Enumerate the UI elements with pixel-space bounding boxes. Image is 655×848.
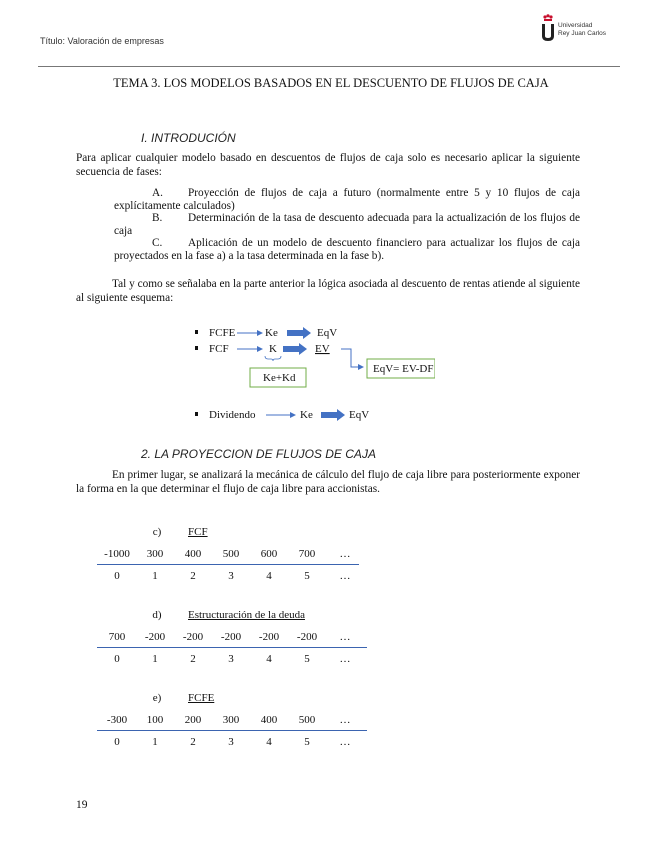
section-heading-projection: 2. LA PROYECCION DE FLUJOS DE CAJA [141,447,376,461]
table-period: 5 [304,653,310,665]
list-item [114,187,580,212]
diagram-eqv-formula: EqV= EV-DF [373,363,434,375]
table-period: 5 [304,570,310,582]
chapter-title: TEMA 3. LOS MODELOS BASADOS EN EL DESCUENTO DE FLUJOS DE CAJA [113,76,549,90]
table-period: 1 [152,570,158,582]
list-item [114,212,580,237]
thick-arrow-icon [321,409,345,421]
projection-paragraph: En primer lugar, se analizará la mecánica de cálculo del flujo de caja libre para posteriormente exponer la forma en la que determinar el flujo de caja libre para accionistas. [76,469,580,495]
list-item-text: Aplicación de un modelo de descuento financiero para actualizar los flujos de caja proyectados en la fase a) a la tasa determinada en la fase b). [114,237,580,262]
table-value: 700 [298,548,316,560]
table-period: 1 [152,736,158,748]
table-period: 2 [190,653,196,665]
diagram-fcfe: FCFE [209,327,236,339]
list-item [114,237,580,262]
table-period: 0 [114,653,120,665]
bullet-icon [195,346,198,350]
bullet-icon [195,412,198,416]
debt-table [97,609,377,669]
table-value: -1000 [104,548,130,560]
table-value: 700 [108,631,126,643]
diagram-kekd: Ke+Kd [263,372,296,384]
diagram-ke-2: Ke [300,409,313,421]
diagram-ev: EV [315,343,330,355]
header-doc-title: Título: Valoración de empresas [40,36,164,46]
diagram-fcf: FCF [209,343,229,355]
scheme-paragraph: Tal y como se señalaba en la parte anterior la lógica asociada al descuento de rentas atiende al siguiente al siguiente esquema: [76,278,580,304]
phase-list [114,187,580,262]
diagram-k: K [269,343,277,355]
table-value: 600 [260,548,278,560]
discount-scheme-diagram [195,323,435,423]
table-period: 3 [228,653,234,665]
table-value: 300 [222,714,240,726]
table-value: … [339,631,351,643]
bullet-icon [195,330,198,334]
table-period: … [339,570,351,582]
table-period: … [339,653,351,665]
table-letter: c) [152,526,162,538]
university-line-1: Universidad [558,22,593,29]
table-period: 4 [266,736,272,748]
fcf-table [97,526,367,586]
diagram-eqv-1: EqV [317,327,338,339]
table-value: 400 [260,714,278,726]
table-period: 3 [228,570,234,582]
table-value: -200 [296,631,318,643]
thick-arrow-icon [283,343,307,355]
table-value: 500 [222,548,240,560]
fcfe-table [97,692,377,752]
table-value: 100 [146,714,164,726]
list-item-text: Determinación de la tasa de descuento adecuada para la actualización de los flujos de caja [114,212,580,237]
list-item-label: A. [152,187,163,199]
table-name: FCFE [188,692,215,704]
table-period: … [339,736,351,748]
table-axis-line [97,730,367,731]
section-heading-introduction: I. INTRODUCIÓN [141,131,236,145]
table-value: -300 [106,714,128,726]
diagram-dividendo: Dividendo [209,409,256,421]
table-letter: e) [152,692,162,704]
table-value: 300 [146,548,164,560]
list-item-text: Proyección de flujos de caja a futuro (normalmente entre 5 y 10 flujos de caja explícitamente calculados) [114,187,580,212]
table-period: 2 [190,736,196,748]
urjc-logo-icon [540,14,556,42]
table-value: … [339,714,351,726]
table-period: 4 [266,653,272,665]
thick-arrow-icon [287,327,311,339]
table-axis-line [97,647,367,648]
table-letter: d) [152,609,162,621]
table-period: 4 [266,570,272,582]
table-value: -200 [258,631,280,643]
table-name: Estructuración de la deuda [188,609,305,621]
intro-paragraph: Para aplicar cualquier modelo basado en descuentos de flujos de caja solo es necesario aplicar la siguiente secuencia de fases: [76,152,580,178]
table-period: 0 [114,570,120,582]
university-line-2: Rey Juan Carlos [558,30,607,37]
table-name: FCF [188,526,208,538]
table-value: 500 [298,714,316,726]
table-value: … [339,548,351,560]
table-period: 2 [190,570,196,582]
table-period: 3 [228,736,234,748]
table-value: 200 [184,714,202,726]
table-value: 400 [184,548,202,560]
table-axis-line [97,564,359,565]
table-period: 5 [304,736,310,748]
page-number: 19 [76,799,88,811]
table-value: -200 [220,631,242,643]
table-value: -200 [144,631,166,643]
table-value: -200 [182,631,204,643]
table-period: 1 [152,653,158,665]
diagram-ke-1: Ke [265,327,278,339]
diagram-eqv-2: EqV [349,409,370,421]
list-item-label: B. [152,212,163,224]
list-item-label: C. [152,237,163,249]
table-period: 0 [114,736,120,748]
university-logo [540,14,620,44]
header-divider [38,66,620,67]
